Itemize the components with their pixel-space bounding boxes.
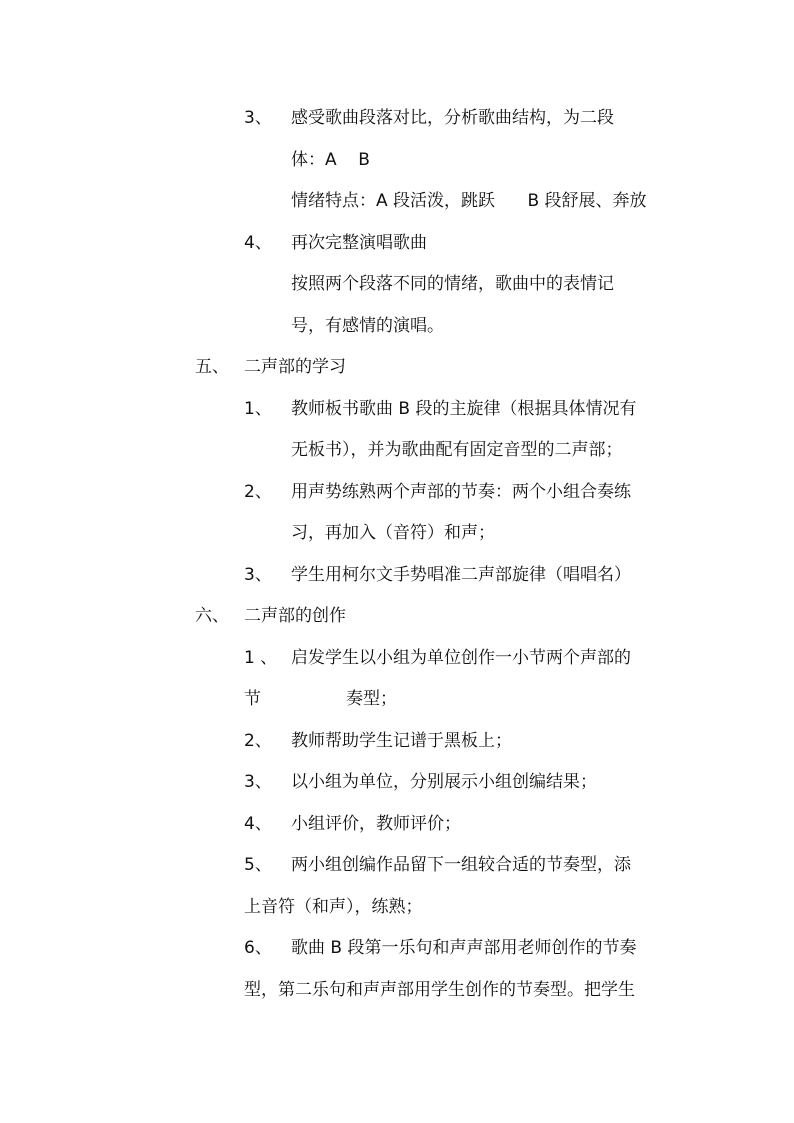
body-text: 教师帮助学生记谱于黑板上； xyxy=(291,731,512,751)
body-text: 启发学生以小组为单位创作一小节两个声部的 xyxy=(291,648,631,668)
body-text: 学生用柯尔文手势唱准二声部旋律（唱唱名） xyxy=(291,565,631,585)
section-number: 六、 xyxy=(195,606,229,626)
section-heading: 二声部的学习 xyxy=(244,357,346,377)
item-number: 2、 xyxy=(244,731,272,751)
body-text-fragment: 节 xyxy=(244,689,261,709)
body-text: 按照两个段落不同的情绪，歌曲中的表情记 xyxy=(291,274,614,294)
section-heading: 二声部的创作 xyxy=(244,606,346,626)
body-text: 用声势练熟两个声部的节奏：两个小组合奏练 xyxy=(291,482,631,502)
item-number: 5、 xyxy=(244,855,272,875)
item-number: 4、 xyxy=(244,233,272,253)
item-number: 3、 xyxy=(244,565,272,585)
body-text: 型，第二乐句和声声部用学生创作的节奏型。把学生 xyxy=(244,980,635,1000)
body-text: 再次完整演唱歌曲 xyxy=(291,233,427,253)
body-text: 上音符（和声），练熟； xyxy=(244,897,423,917)
body-text: 号，有感情的演唱。 xyxy=(291,316,444,336)
item-number: 2、 xyxy=(244,482,272,502)
body-text: 奏型； xyxy=(346,689,397,709)
item-number: 1 、 xyxy=(244,648,278,668)
body-text: 情绪特点：A 段活泼，跳跃 B 段舒展、奔放 xyxy=(291,191,647,211)
body-text: 体：A B xyxy=(291,150,370,170)
item-number: 3、 xyxy=(244,772,272,792)
body-text: 小组评价，教师评价； xyxy=(291,814,461,834)
item-number: 4、 xyxy=(244,814,272,834)
item-number: 3、 xyxy=(244,108,272,128)
body-text: 感受歌曲段落对比，分析歌曲结构，为二段 xyxy=(291,108,614,128)
body-text: 两小组创编作品留下一组较合适的节奏型，添 xyxy=(291,855,631,875)
body-text: 以小组为单位，分别展示小组创编结果； xyxy=(291,772,597,792)
item-number: 1、 xyxy=(244,399,272,419)
item-number: 6、 xyxy=(244,938,272,958)
body-text: 教师板书歌曲 B 段的主旋律（根据具体情况有 xyxy=(291,399,637,419)
body-text: 无板书），并为歌曲配有固定音型的二声部； xyxy=(291,440,623,460)
body-text: 习，再加入（音符）和声； xyxy=(291,523,495,543)
section-number: 五、 xyxy=(195,357,229,377)
body-text: 歌曲 B 段第一乐句和声声部用老师创作的节奏 xyxy=(291,938,637,958)
